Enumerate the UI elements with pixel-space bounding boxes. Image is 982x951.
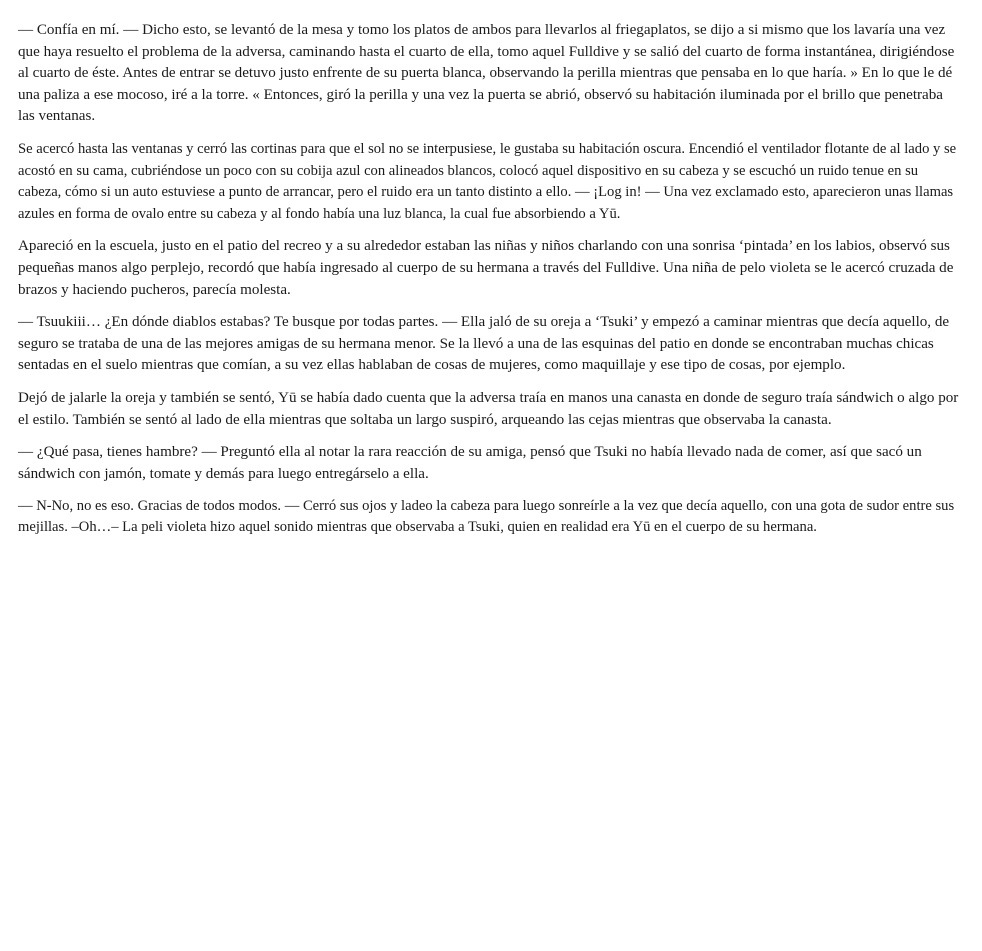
paragraph-1: — Confía en mí. — Dicho esto, se levantó de la mesa y tomo los platos de ambos para llevarlos al friegaplatos, se dijo a si mismo que los lavaría una vez que haya resuelto el problema de la adversa, caminando hasta el cuarto de ella, tomo aquel Fulldive y se salió del cuarto de forma instantánea, dirigiéndose al cuarto de éste. Antes de entrar se detuvo justo enfrente de su puerta blanca, observando la perilla mientras que pensaba en lo que haría. » En lo que le dé una paliza a ese mocoso, iré a la torre. « Entonces, giró la perilla y una vez la puerta se abrió, observó su habitación iluminada por el brillo que penetraba las ventanas. bbox=[18, 22, 955, 125]
paragraph-4: — Tsuukiii… ¿En dónde diablos estabas? Te busque por todas partes. — Ella jaló de su oreja a ‘Tsuki’ y empezó a caminar mientras que decía aquello, de seguro se trataba de una de las mejores amigas de su hermana menor. Se la llevó a una de las esquinas del patio en donde se encontraban muchas chicas sentadas en el suelo mientras que comían, a su vez ellas hablaban de cosas de mujeres, como maquillaje y ese tipo de cosas, por ejemplo. bbox=[18, 314, 950, 374]
document-body bbox=[18, 20, 962, 548]
paragraph-7: — N-No, no es eso. Gracias de todos modos. — Cerró sus ojos y ladeo la cabeza para luego sonreírle a la vez que decía aquello, con una gota de sudor entre sus mejillas. –Oh…– La peli violeta hizo aquel sonido mientras que observaba a Tsuki, quien en realidad era Yū en el cuerpo de su hermana. bbox=[18, 498, 955, 535]
paragraph-3: Apareció en la escuela, justo en el patio del recreo y a su alrededor estaban las niñas y niños charlando con una sonrisa ‘pintada’ en los labios, observó sus pequeñas manos algo perplejo, recordó que había ingresado al cuerpo de su hermana a través del Fulldive. Una niña de pelo violeta se le acercó cruzada de brazos y haciendo pucheros, parecía molesta. bbox=[18, 238, 954, 298]
paragraph-2: Se acercó hasta las ventanas y cerró las cortinas para que el sol no se interpusiese, le gustaba su habitación oscura. Encendió el ventilador flotante de al lado y se acostó en su cama, cubriéndose un poco con su cobija azul con alineados blancos, colocó aquel dispositivo en su cabeza y se escuchó un ruido tenue en su cabeza, cómo si un auto estuviese a punto de arrancar, pero el ruido era un tanto distinto a ello. — ¡Log in! — Una vez exclamado esto, aparecieron unas llamas azules en forma de ovalo entre su cabeza y al fondo había una luz blanca, la cual fue absorbiendo a Yū. bbox=[18, 140, 957, 222]
paragraph-6: — ¿Qué pasa, tienes hambre? — Preguntó ella al notar la rara reacción de su amiga, pensó que Tsuki no había llevado nada de comer, así que sacó un sándwich con jamón, tomate y demás para luego entregárselo a ella. bbox=[18, 444, 922, 482]
paragraph-5: Dejó de jalarle la oreja y también se sentó, Yū se había dado cuenta que la adversa traía en manos una canasta en donde de seguro traía sándwich o algo por el estilo. También se sentó al lado de ella mientras que soltaba un largo suspiró, arqueando las cejas mientras que observaba la canasta. bbox=[18, 389, 959, 428]
